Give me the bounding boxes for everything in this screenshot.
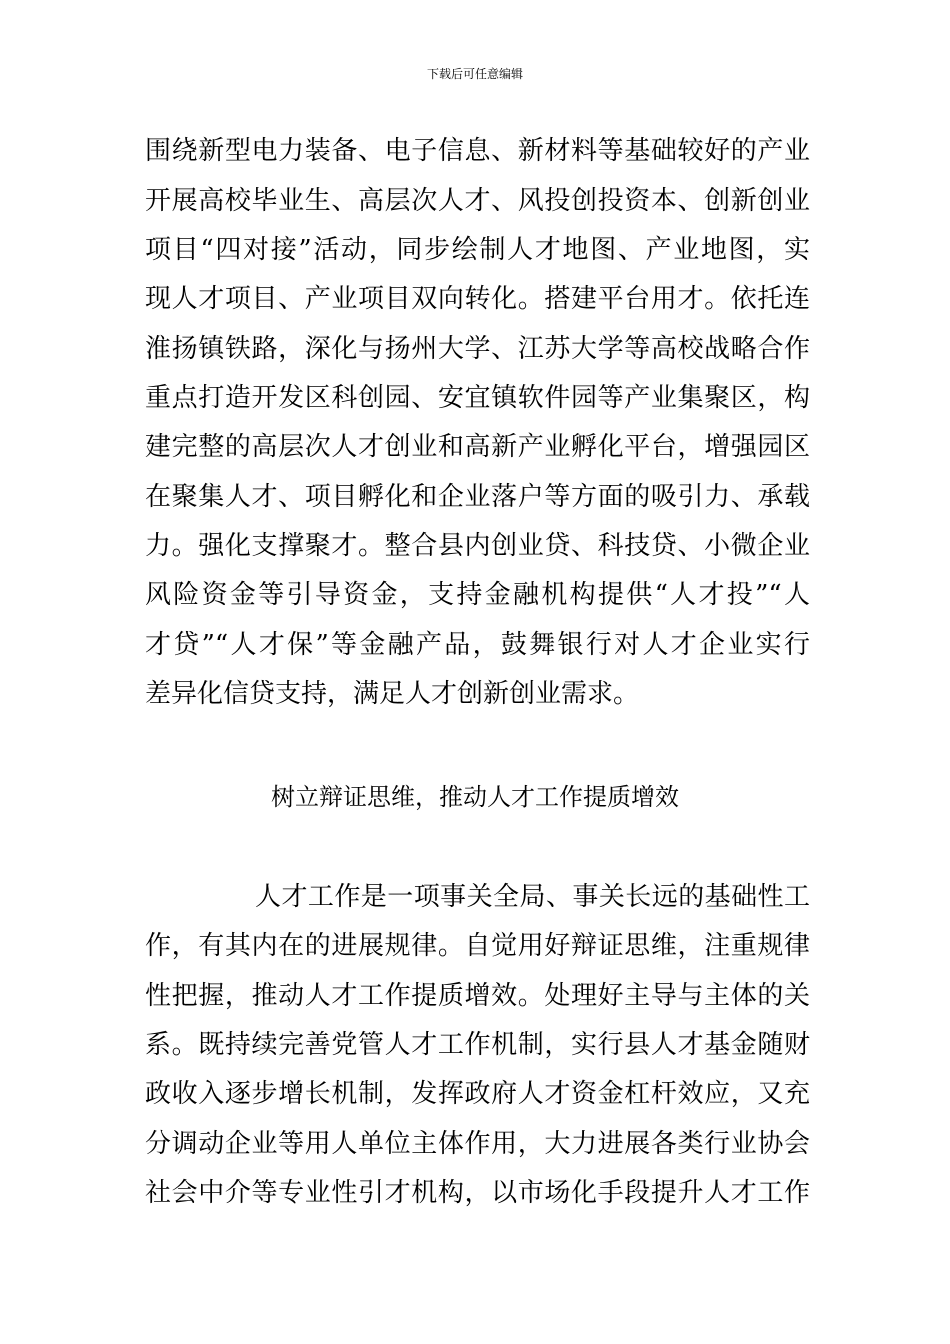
paragraph-line: 现人才项目、产业项目双向转化。搭建平台用才。依托连	[145, 284, 810, 314]
paragraph-line: 性把握，推动人才工作提质增效。处理好主导与主体的关	[145, 981, 810, 1011]
paragraph-line: 人才工作是一项事关全局、事关长远的基础性工	[255, 882, 810, 912]
paragraph-line: 才贷”“人才保”等金融产品，鼓舞银行对人才企业实行	[145, 630, 810, 660]
paragraph-line: 淮扬镇铁路，深化与扬州大学、江苏大学等高校战略合作	[145, 334, 810, 364]
paragraph-line: 开展高校毕业生、高层次人才、风投创投资本、创新创业	[145, 186, 810, 216]
paragraph-line: 系。既持续完善党管人才工作机制，实行县人才基金随财	[145, 1030, 810, 1060]
paragraph-line: 围绕新型电力装备、电子信息、新材料等基础较好的产业	[145, 136, 810, 166]
paragraph-line: 项目“四对接”活动，同步绘制人才地图、产业地图，实	[145, 235, 810, 265]
paragraph-line: 政收入逐步增长机制，发挥政府人才资金杠杆效应，又充	[145, 1079, 810, 1109]
page-header-note: 下载后可任意编辑	[426, 67, 523, 81]
paragraph-line: 力。强化支撑聚才。整合县内创业贷、科技贷、小微企业	[145, 531, 810, 561]
paragraph-line: 社会中介等专业性引才机构，以市场化手段提升人才工作	[145, 1178, 810, 1208]
paragraph-line: 分调动企业等用人单位主体作用，大力进展各类行业协会	[145, 1129, 810, 1159]
paragraph-line: 在聚集人才、项目孵化和企业落户等方面的吸引力、承载	[145, 482, 810, 512]
paragraph-line: 建完整的高层次人才创业和高新产业孵化平台，增强园区	[145, 432, 810, 462]
section-heading: 树立辩证思维，推动人才工作提质增效	[271, 783, 679, 811]
paragraph-line: 重点打造开发区科创园、安宜镇软件园等产业集聚区，构	[145, 383, 810, 413]
paragraph-line: 作，有其内在的进展规律。自觉用好辩证思维，注重规律	[145, 931, 810, 961]
paragraph-line: 风险资金等引导资金，支持金融机构提供“人才投”“人	[145, 580, 810, 610]
paragraph-line: 差异化信贷支持，满足人才创新创业需求。	[145, 679, 640, 709]
